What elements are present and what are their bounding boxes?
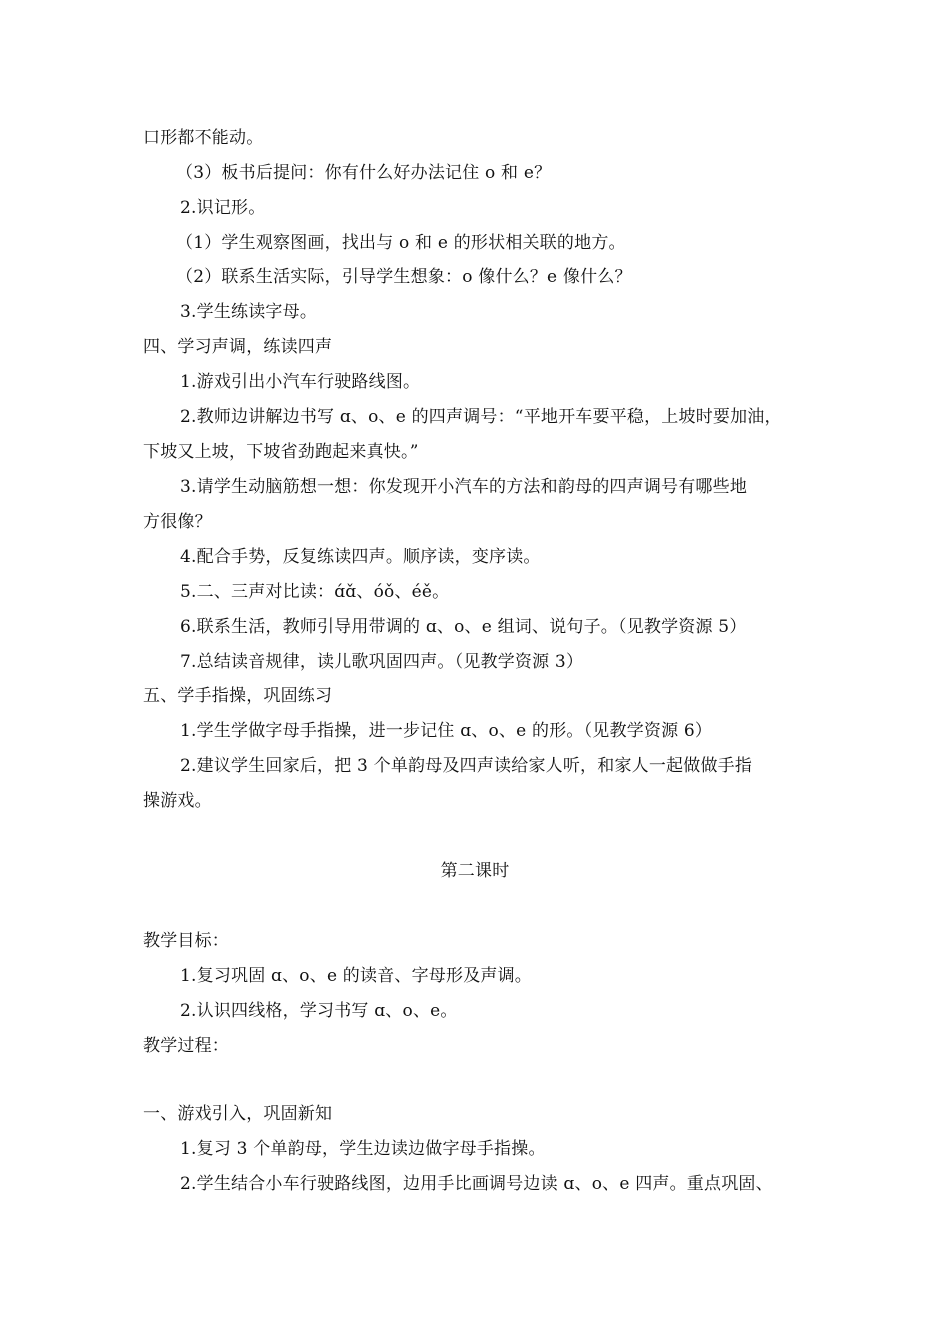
paragraph-line: 1.学生学做字母手指操，进一步记住 ɑ、o、e 的形。（见教学资源 6） [180,721,713,741]
paragraph-line: 下坡又上坡，下坡省劲跑起来真快。” [143,442,419,462]
paragraph-line: 1.复习巩固 ɑ、o、e 的读音、字母形及声调。 [180,966,533,986]
section-heading: 一、游戏引入，巩固新知 [143,1104,333,1124]
paragraph-line: （1）学生观察图画，找出与 o 和 e 的形状相关联的地方。 [176,233,626,253]
paragraph-line: 2.学生结合小车行驶路线图，边用手比画调号边读 ɑ、o、e 四声。重点巩固、 [180,1174,773,1194]
paragraph-line: 1.游戏引出小汽车行驶路线图。 [180,372,421,392]
paragraph-line: 3.学生练读字母。 [180,302,318,322]
lesson-title: 第二课时 [440,861,510,881]
subheading: 教学过程： [143,1036,229,1056]
paragraph-line: 3.请学生动脑筋想一想：你发现开小汽车的方法和韵母的四声调号有哪些地 [180,477,748,497]
paragraph-line: 5.二、三声对比读：ɑ́ɑ̌、óǒ、éě。 [180,582,450,602]
paragraph-line: 2.建议学生回家后，把 3 个单韵母及四声读给家人听，和家人一起做做手指 [180,756,753,776]
paragraph-line: 1.复习 3 个单韵母，学生边读边做字母手指操。 [180,1139,546,1159]
paragraph-line: 操游戏。 [143,791,212,811]
paragraph-line: 6.联系生活，教师引导用带调的 ɑ、o、e 组词、说句子。（见教学资源 5） [180,617,747,637]
section-heading: 四、学习声调，练读四声 [143,337,333,357]
paragraph-line: 方很像？ [143,512,212,532]
paragraph-line: 2.识记形。 [180,198,266,218]
paragraph-line: （3）板书后提问：你有什么好办法记住 o 和 e？ [176,163,552,183]
paragraph-line: （2）联系生活实际，引导学生想象：o 像什么？e 像什么？ [176,267,632,287]
paragraph-line: 2.教师边讲解边书写 ɑ、o、e 的四声调号：“平地开车要平稳，上坡时要加油， [180,407,782,427]
section-heading: 五、学手指操，巩固练习 [143,686,333,706]
paragraph-line: 4.配合手势，反复练读四声。顺序读，变序读。 [180,547,541,567]
paragraph-line: 口形都不能动。 [143,128,264,148]
paragraph-line: 7.总结读音规律，读儿歌巩固四声。（见教学资源 3） [180,652,584,672]
subheading: 教学目标： [143,931,229,951]
paragraph-line: 2.认识四线格，学习书写 ɑ、o、e。 [180,1001,458,1021]
